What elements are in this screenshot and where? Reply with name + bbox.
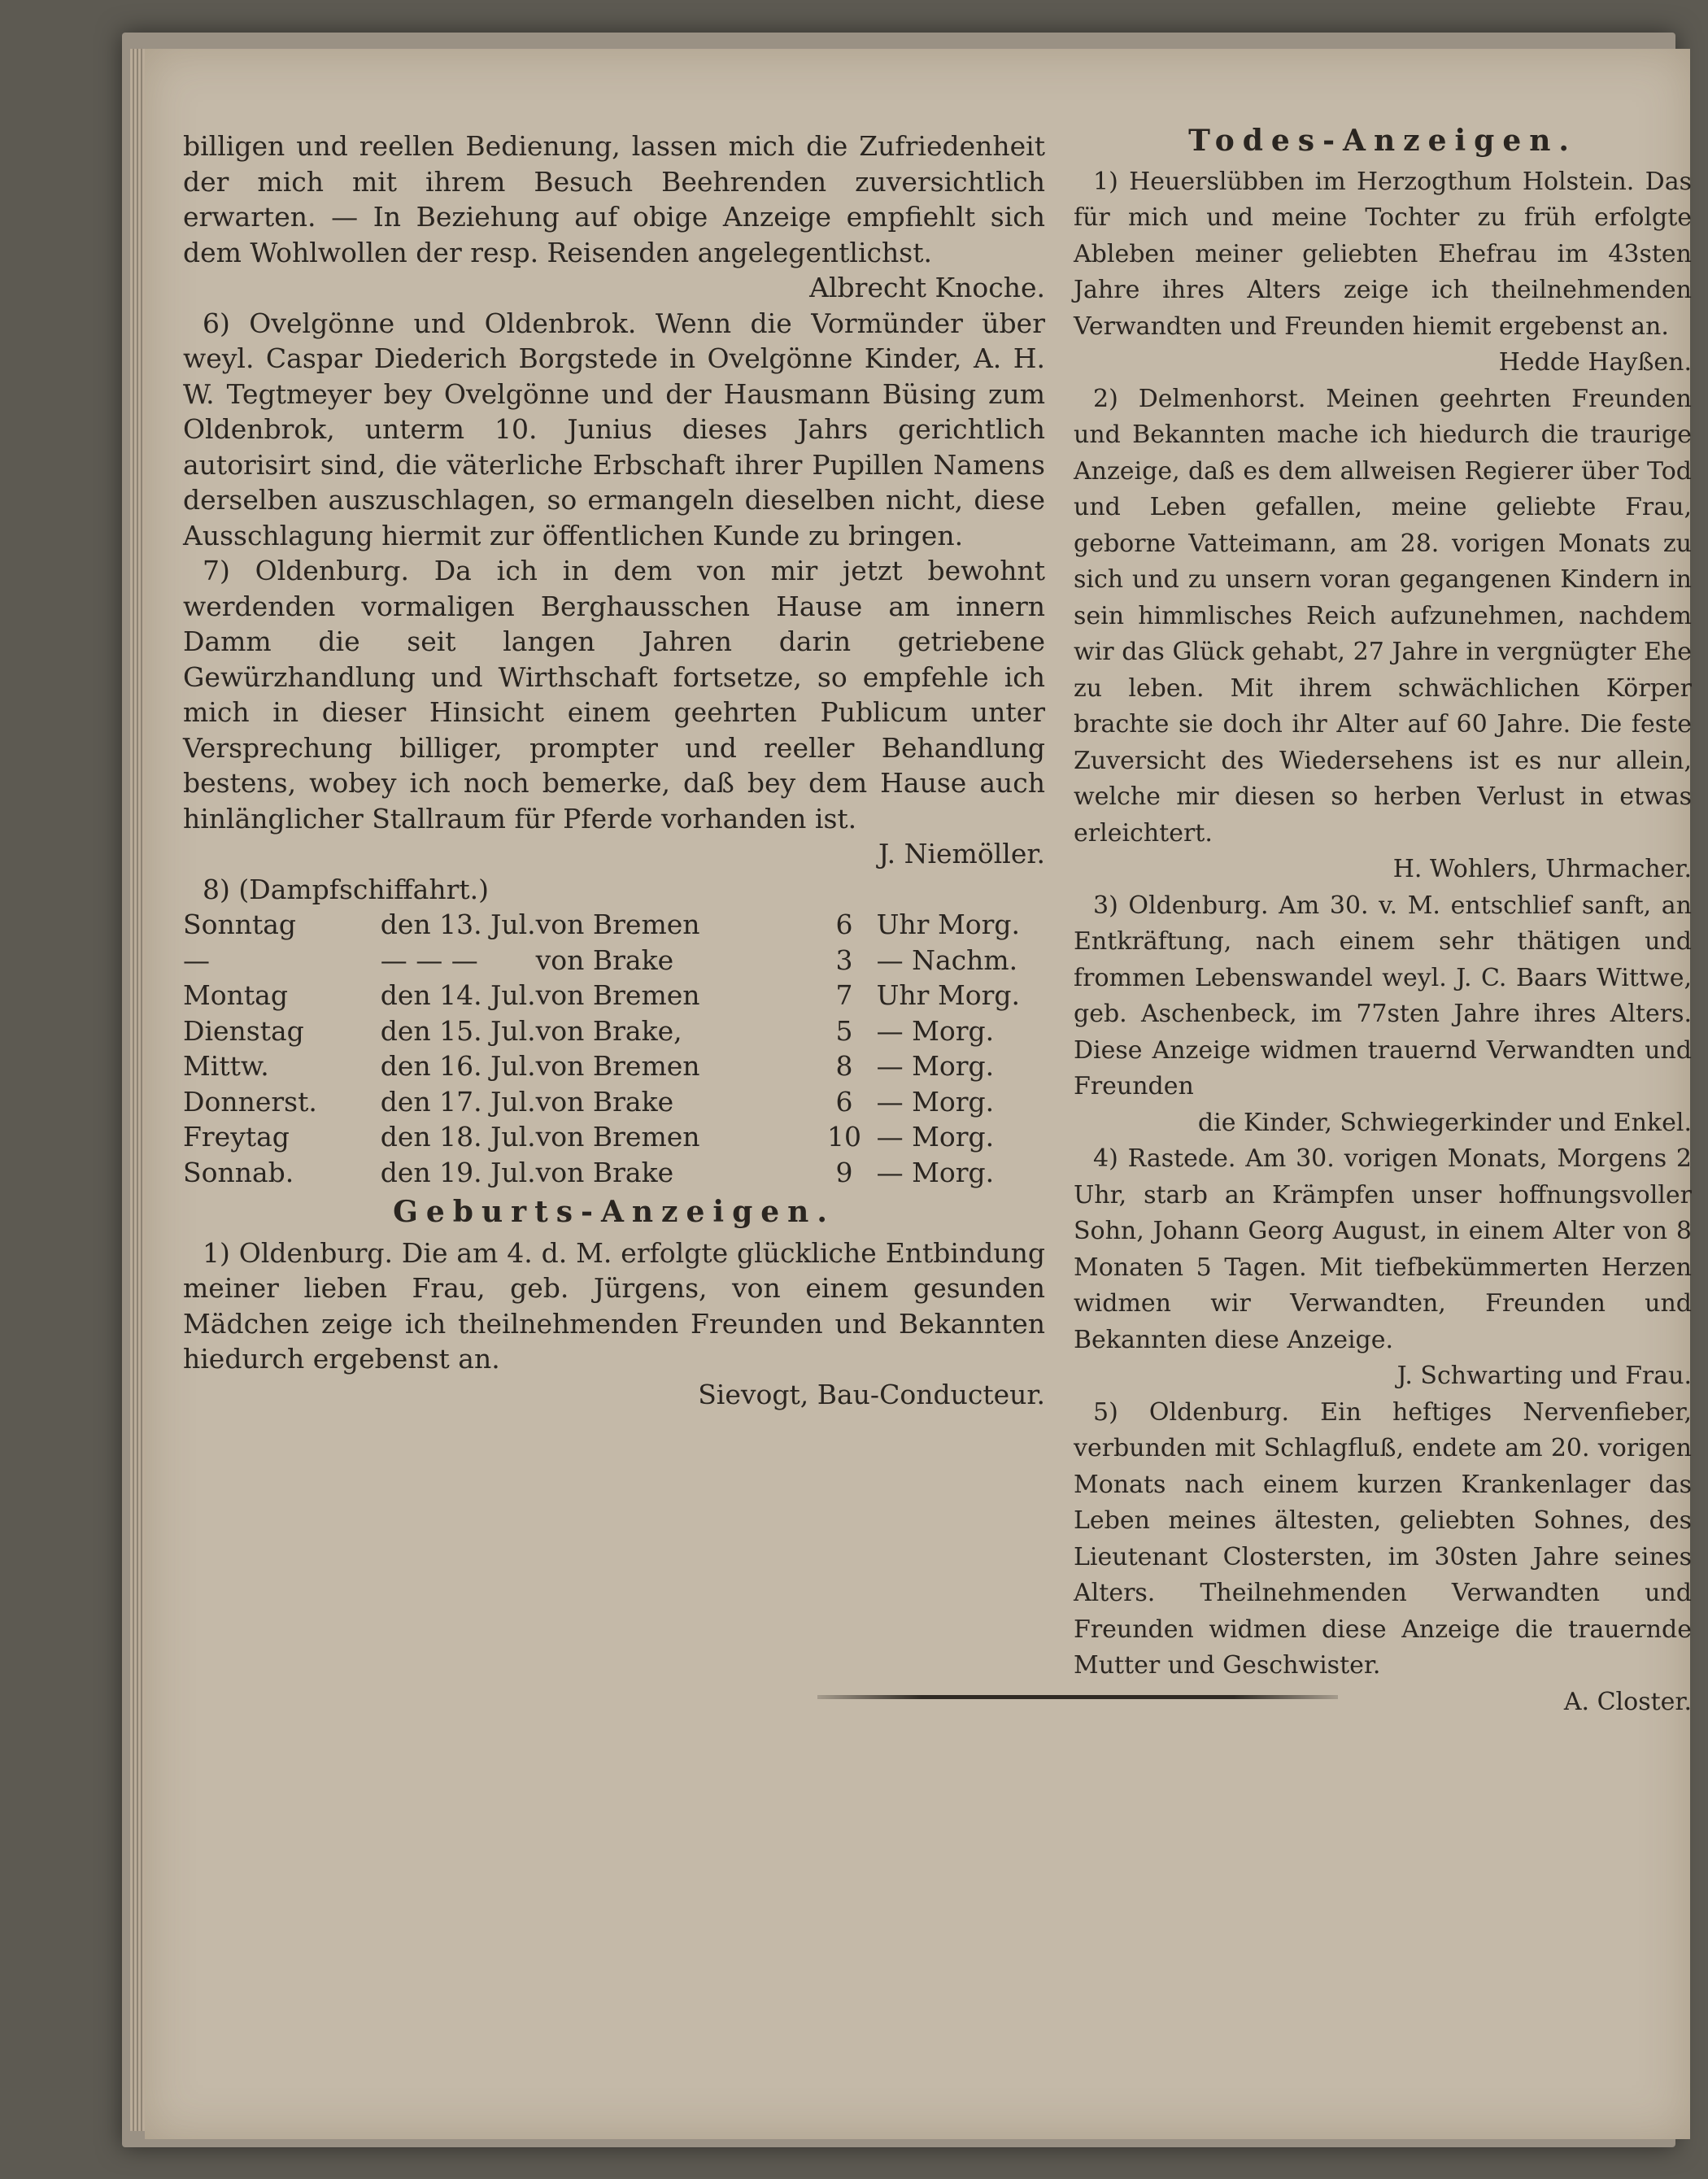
left-column: [183, 129, 1045, 1412]
table-row: Freytag den 18. Jul. von Bremen 10 — Morg.: [183, 1121, 995, 1153]
page-edges: [130, 49, 146, 2131]
death-notice-2: 2) Delmenhorst. Meinen geehrten Freunden und Bekannten mache ich hiedurch die traurige Anzeige, daß es dem allweisen Regierer über Tod und Leben gefallen, meine geliebte Frau, geborne Vatteimann, am 28. vorigen Monats zu sich und zu unsern voran gegangenen Kindern in sein himmlisches Reich aufzunehmen, nachdem wir das Glück gehabt, 27 Jahre in vergnügter Ehe zu leben. Mit ihrem schwächlichen Körper brachte sie doch ihr Alter auf 60 Jahre. Die feste Zuversicht des Wiedersehens ist es nur allein, welche mir diesen so herben Verlust in etwas erleichtert.: [1074, 384, 1692, 848]
section-divider: [817, 1695, 1338, 1699]
signature: Hedde Hayßen.: [1498, 348, 1692, 377]
signature: A. Closter.: [1563, 1687, 1692, 1716]
steamship-schedule: [183, 907, 1045, 1190]
signature: J. Schwarting und Frau.: [1396, 1362, 1692, 1390]
table-row: Sonntag den 13. Jul. von Bremen 6 Uhr Morg.: [183, 909, 1020, 940]
signature: Sievogt, Bau-Conducteur.: [698, 1378, 1045, 1410]
table-row: Montag den 14. Jul. von Bremen 7 Uhr Morg.: [183, 979, 1020, 1011]
signature: Albrecht Knoche.: [809, 272, 1045, 303]
death-notice-3: 3) Oldenburg. Am 30. v. M. entschlief sanft, an Entkräftung, nach einem sehr thätigen und frommen Lebenswandel weyl. J. C. Baars Wittwe, geb. Aschenbeck, im 77sten Jahre ihres Alters. Diese Anzeige widmen trauernd Verwandten und Freunden: [1074, 891, 1692, 1100]
death-notice-4: 4) Rastede. Am 30. vorigen Monats, Morgens 2 Uhr, starb an Krämpfen unser hoffnungsvoller Sohn, Johann Georg August, in einem Alter von 8 Monaten 5 Tagen. Mit tiefbekümmerten Herzen widmen wir Verwandten, Freunden und Bekannten diese Anzeige.: [1074, 1144, 1692, 1354]
signature: die Kinder, Schwiegerkinder und Enkel.: [1197, 1108, 1692, 1137]
signature: J. Niemöller.: [878, 838, 1045, 869]
table-row: — — — — von Brake 3 — Nachm.: [183, 944, 1018, 976]
continued-paragraph: billigen und reellen Bedienung, lassen mich die Zufriedenheit der mich mit ihrem Besuch Beehrenden zuversichtlich erwarten. — In Beziehung auf obige Anzeige empfiehlt sich dem Wohlwollen der resp. Reisenden angelegentlichst.: [183, 130, 1045, 268]
table-row: Mittw. den 16. Jul. von Bremen 8 — Morg.: [183, 1050, 995, 1082]
table-row: Donnerst. den 17. Jul. von Brake 6 — Morg.: [183, 1085, 995, 1118]
death-notice-5: 5) Oldenburg. Ein heftiges Nervenfieber, verbunden mit Schlagfluß, endete am 20. vorigen Monats nach einem kurzen Krankenlager das Leben meines ältesten, geliebten Sohnes, des Lieutenant Clostersten, im 30sten Jahre seines Alters. Theilnehmenden Verwandten und Freunden widmen diese Anzeige die trauernde Mutter und Geschwister.: [1074, 1397, 1692, 1680]
deaths-heading: Todes-Anzeigen.: [1188, 124, 1577, 158]
table-row: Dienstag den 15. Jul. von Brake, 5 — Morg.: [183, 1014, 995, 1047]
death-notice-1: 1) Heuerslübben im Herzogthum Holstein. Das für mich und meine Tochter zu früh erfolgte Ableben meiner geliebten Ehefrau im 43sten Jahre ihres Alters zeige ich theilnehmenden Verwandten und Freunden hiemit ergebenst an.: [1074, 167, 1692, 341]
table-row: Sonnab. den 19. Jul. von Brake 9 — Morg.: [183, 1156, 995, 1188]
signature: H. Wohlers, Uhrmacher.: [1392, 855, 1692, 883]
right-column: [1074, 118, 1692, 1720]
notice-8-heading: 8) (Dampfschiffahrt.): [203, 873, 489, 905]
births-heading: Geburts-Anzeigen.: [393, 1195, 835, 1229]
notice-7: 7) Oldenburg. Da ich in dem von mir jetzt bewohnt werdenden vormaligen Berghausschen Hause am innern Damm die seit langen Jahren darin getriebene Gewürzhandlung und Wirthschaft fortsetze, so empfehle ich mich in dieser Hinsicht einem geehrten Publicum unter Versprechung billiger, prompter und reeller Behandlung bestens, wobey ich noch bemerke, daß bey dem Hause auch hinlänglicher Stallraum für Pferde vorhanden ist.: [183, 555, 1045, 835]
notice-6: 6) Ovelgönne und Oldenbrok. Wenn die Vormünder über weyl. Caspar Diederich Borgstede in Ovelgönne Kinder, A. H. W. Tegtmeyer bey Ovelgönne und der Hausmann Büsing zum Oldenbrok, unterm 10. Junius dieses Jahrs gerichtlich autorisirt sind, die väterliche Erbschaft ihrer Pupillen Namens derselben auszuschlagen, so ermangeln dieselben nicht, diese Ausschlagung hiermit zur öffentlichen Kunde zu bringen.: [183, 307, 1045, 551]
birth-notice-1: 1) Oldenburg. Die am 4. d. M. erfolgte glückliche Entbindung meiner lieben Frau, geb. Jürgens, von einem gesunden Mädchen zeige ich theilnehmenden Freunden und Bekannten hiedurch ergebenst an.: [183, 1236, 1045, 1375]
